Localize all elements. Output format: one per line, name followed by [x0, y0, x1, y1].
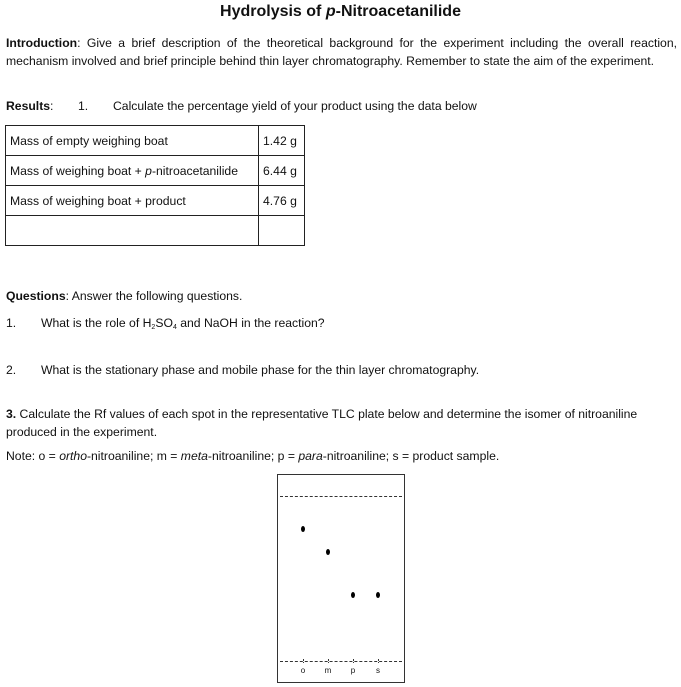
lane-tick-o — [303, 659, 305, 663]
question-3-text: 3. Calculate the Rf values of each spot in the representative TLC plate below and determine the isomer of nitroaniline produced in the experiment. — [6, 407, 638, 439]
table-cell-value: 6.44 g — [259, 156, 305, 186]
solvent-front-line — [280, 496, 402, 497]
results-label: Results: — [6, 99, 54, 113]
results-instruction: Calculate the percentage yield of your product using the data below — [113, 99, 477, 113]
lane-label-s: s — [376, 666, 380, 675]
page-title: Hydrolysis of p-Nitroacetanilide — [220, 3, 461, 20]
lane-tick-s — [378, 659, 380, 663]
question-2-text: What is the stationary phase and mobile phase for the thin layer chromatography. — [41, 363, 480, 377]
tlc-spot-o — [301, 526, 305, 532]
table-cell-value — [259, 216, 305, 246]
table-row — [6, 156, 305, 186]
lane-tick-m — [328, 659, 330, 663]
yield-data-table — [5, 125, 305, 246]
introduction-label: Introduction — [6, 36, 78, 50]
question-1-text: What is the role of $H_2SO_4$ and NaOH in the reaction? — [41, 316, 325, 331]
baseline-line — [280, 661, 402, 662]
table-cell-value: 4.76 g — [259, 186, 305, 216]
table-row — [6, 186, 305, 216]
table-cell-label: Mass of weighing boat + product — [6, 186, 259, 216]
question-1-number: 1. — [6, 316, 17, 330]
introduction-text: : Give a brief description of the theoretical background for the experiment including the overall reaction, mechanism involved and brief principle behind thin layer chromatography. Remember to state the aim of the experiment. — [6, 36, 677, 68]
tlc-spot-p — [351, 592, 355, 598]
results-item-number: 1. — [78, 99, 89, 113]
questions-heading: Questions: Answer the following questions. — [6, 289, 243, 303]
lane-tick-p — [353, 659, 355, 663]
lane-label-p: p — [350, 666, 356, 675]
lane-label-m: m — [324, 666, 332, 675]
table-cell-label: Mass of weighing boat + p-nitroacetanilide — [6, 156, 259, 186]
table-row — [6, 126, 305, 156]
tlc-spot-s — [376, 592, 380, 598]
question-2-number: 2. — [6, 363, 17, 377]
table-cell-label: Mass of empty weighing boat — [6, 126, 259, 156]
table-cell-value: 1.42 g — [259, 126, 305, 156]
table-row — [6, 216, 305, 246]
introduction-paragraph — [6, 34, 677, 70]
lane-label-o: o — [300, 666, 306, 675]
tlc-spot-m — [326, 549, 330, 555]
tlc-plate — [277, 474, 405, 683]
isomer-note: Note: o = ortho-nitroaniline; m = meta-nitroaniline; p = para-nitroaniline; s = product sample. — [6, 449, 500, 463]
table-cell-label — [6, 216, 259, 246]
